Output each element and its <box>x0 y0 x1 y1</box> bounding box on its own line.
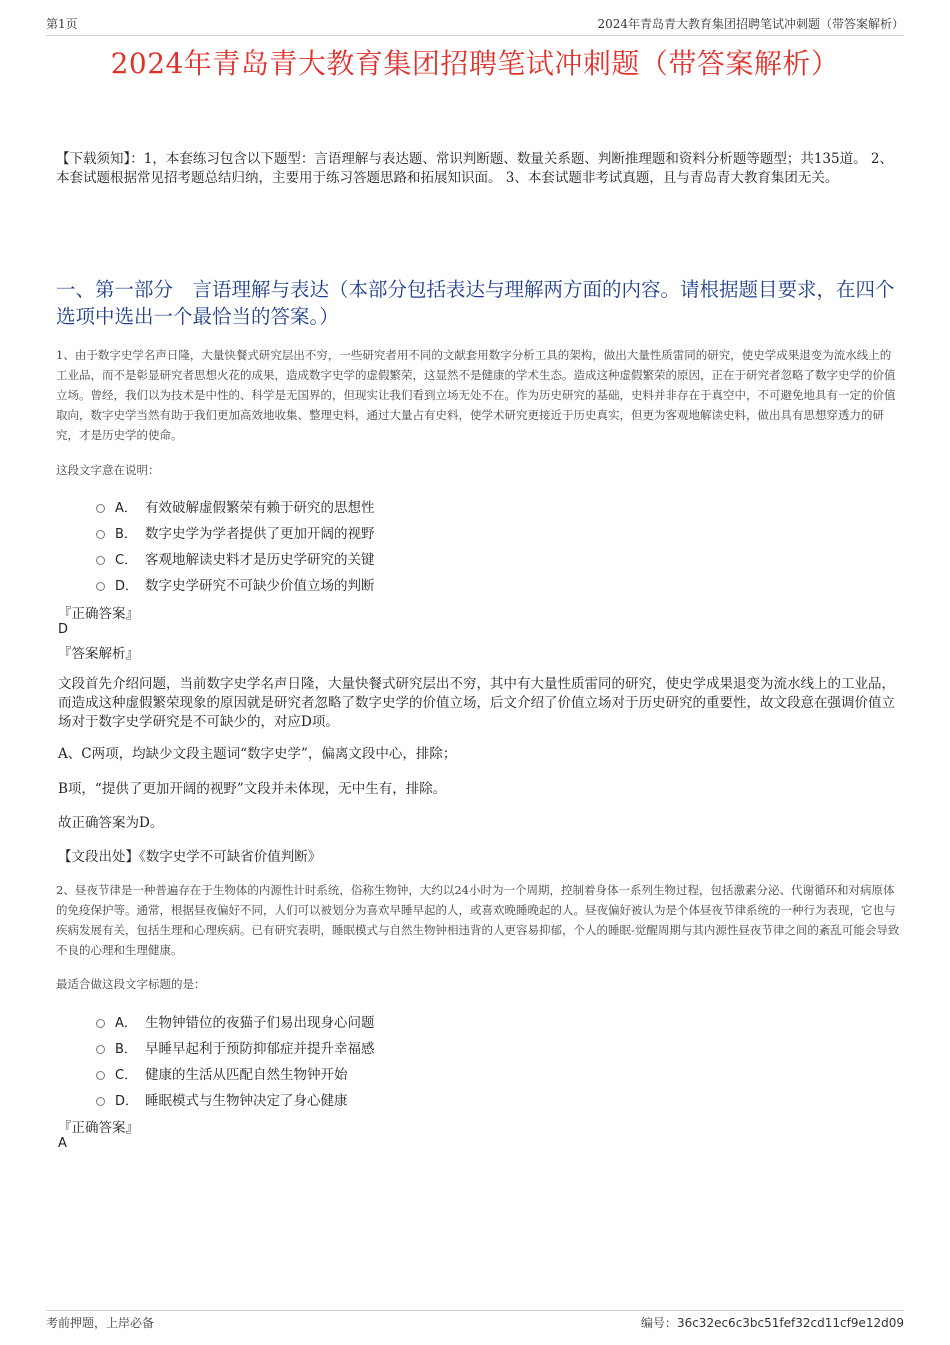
answer-label: 『正确答案』 <box>58 606 139 622</box>
option-a[interactable] <box>96 493 375 519</box>
radio-icon[interactable] <box>96 582 105 591</box>
option-text: 客观地解读史料才是历史学研究的关键 <box>145 552 375 568</box>
option-letter: C． <box>115 552 138 568</box>
option-text: 睡眠模式与生物钟决定了身心健康 <box>145 1093 348 1109</box>
option-text: 早睡早起利于预防抑郁症并提升幸福感 <box>145 1041 375 1057</box>
question-1 <box>56 345 900 445</box>
radio-icon[interactable] <box>96 1045 105 1054</box>
question-prompt: 最适合做这段文字标题的是： <box>56 977 206 991</box>
option-b[interactable] <box>96 519 375 545</box>
download-notice: 【下载须知】：1，本套练习包含以下题型：言语理解与表达题、常识判断题、数量关系题、判断推理题和资料分析题等题型；共135道。 2、本套试题根据常见招考题总结归纳，主要用于练习答题思路和拓展知识面。 3、本套试题非考试真题，且与青岛青大教育集团无关。 <box>56 151 893 186</box>
question-1-prompt <box>56 462 900 478</box>
answer-value: A <box>58 1136 67 1151</box>
question-2-prompt <box>56 976 900 992</box>
document-title: 2024年青岛青大教育集团招聘笔试冲刺题（带答案解析） <box>110 47 840 80</box>
analysis-paragraph: 文段首先介绍问题，当前数字史学名声日隆，大量快餐式研究层出不穷，其中有大量性质雷同的研究，使史学成果退变为流水线上的工业品，而造成这种虚假繁荣现象的原因就是研究者忽略了数字史学的价值立场，后文介绍了价值立场对于历史研究的重要性，故文段意在强调价值立场对于数字史学研究是不可缺少的，对应D项。 <box>58 676 895 730</box>
question-stem: 2、昼夜节律是一种普遍存在于生物体的内源性计时系统，俗称生物钟，大约以24小时为一个周期，控制着身体一系列生物过程，包括激素分泌、代谢循环和对病原体的免疫保护等。通常，根据昼夜偏好不同，人们可以被划分为喜欢早睡早起的人，或喜欢晚睡晚起的人。昼夜偏好被认为是个体昼夜节律系统的一种行为表现，它也与疾病发展有关，包括生理和心理疾病。已有研究表明，睡眠模式与自然生物钟相违背的人更容易抑郁，个人的睡眠-觉醒周期与其内源性昼夜节律之间的紊乱可能会导致不良的心理和生理健康。 <box>56 883 900 957</box>
header-doc-title: 2024年青岛青大教育集团招聘笔试冲刺题（带答案解析） <box>597 17 904 31</box>
option-d[interactable] <box>96 571 375 597</box>
option-text: 有效破解虚假繁荣有赖于研究的思想性 <box>145 500 375 516</box>
code-value: 36c32ec6c3bc51fef32cd11cf9e12d09 <box>676 1316 904 1330</box>
question-stem: 1、由于数字史学名声日隆，大量快餐式研究层出不穷，一些研究者用不同的文献套用数字分析工具的架构，做出大量性质雷同的研究，使史学成果退变为流水线上的工业品，而不是彰显研究者思想火花的成果，造成数字史学的虚假繁荣，这显然不是健康的学术生态。造成这种虚假繁荣的原因，正在于研究者忽略了数字史学的价值立场。曾经，我们以为技术是中性的、科学是无国界的，但现实让我们看到立场无处不在。作为历史研究的基础，史料并非存在于真空中，不可避免地具有一定的价值取向，数字史学当然有助于我们更加高效地收集、整理史料，通过大量占有史料，使学术研究更接近于历史真实，但更为客观地解读史料，做出具有思想穿透力的研究，才是历史学的使命。 <box>56 348 896 442</box>
option-text: 数字史学研究不可缺少价值立场的判断 <box>145 578 375 594</box>
radio-icon[interactable] <box>96 504 105 513</box>
page-header <box>46 12 904 36</box>
option-b[interactable] <box>96 1034 375 1060</box>
option-letter: A． <box>115 500 137 516</box>
option-d[interactable] <box>96 1086 375 1112</box>
footer-slogan: 考前押题，上岸必备 <box>46 1316 155 1330</box>
question-prompt: 这段文字意在说明： <box>56 463 160 477</box>
option-letter: B． <box>115 526 137 542</box>
analysis-paragraph: A、C两项，均缺少文段主题词“数字史学”，偏离文段中心，排除； <box>58 746 457 762</box>
radio-icon[interactable] <box>96 1097 105 1106</box>
option-letter: B． <box>115 1041 137 1057</box>
page-footer <box>46 1310 904 1334</box>
radio-icon[interactable] <box>96 530 105 539</box>
option-letter: D． <box>115 578 139 594</box>
question-2-options <box>96 1008 375 1112</box>
option-letter: D． <box>115 1093 139 1109</box>
source-citation: 【文段出处】《数字史学不可缺省价值判断》 <box>58 849 322 865</box>
code-label: 编号： <box>640 1316 677 1330</box>
page-number: 第1页 <box>46 17 78 31</box>
question-2 <box>56 880 900 960</box>
answer-label: 『正确答案』 <box>58 1120 139 1136</box>
radio-icon[interactable] <box>96 1019 105 1028</box>
option-letter: A． <box>115 1015 137 1031</box>
option-c[interactable] <box>96 545 375 571</box>
section-title: 一、第一部分 言语理解与表达（本部分包括表达与理解两方面的内容。请根据题目要求，在四个选项中选出一个最恰当的答案。） <box>56 278 895 328</box>
question-1-options <box>96 493 375 597</box>
option-a[interactable] <box>96 1008 375 1034</box>
answer-value: D <box>58 622 69 637</box>
document-code <box>641 1314 904 1334</box>
option-text: 数字史学为学者提供了更加开阔的视野 <box>145 526 375 542</box>
option-text: 健康的生活从匹配自然生物钟开始 <box>145 1067 348 1083</box>
analysis-paragraph: 故正确答案为D。 <box>58 815 164 831</box>
radio-icon[interactable] <box>96 556 105 565</box>
option-letter: C． <box>115 1067 138 1083</box>
radio-icon[interactable] <box>96 1071 105 1080</box>
option-c[interactable] <box>96 1060 375 1086</box>
option-text: 生物钟错位的夜猫子们易出现身心问题 <box>145 1015 375 1031</box>
analysis-paragraph: B项，“提供了更加开阔的视野”文段并未体现，无中生有，排除。 <box>58 781 447 797</box>
analysis-label: 『答案解析』 <box>58 646 139 662</box>
